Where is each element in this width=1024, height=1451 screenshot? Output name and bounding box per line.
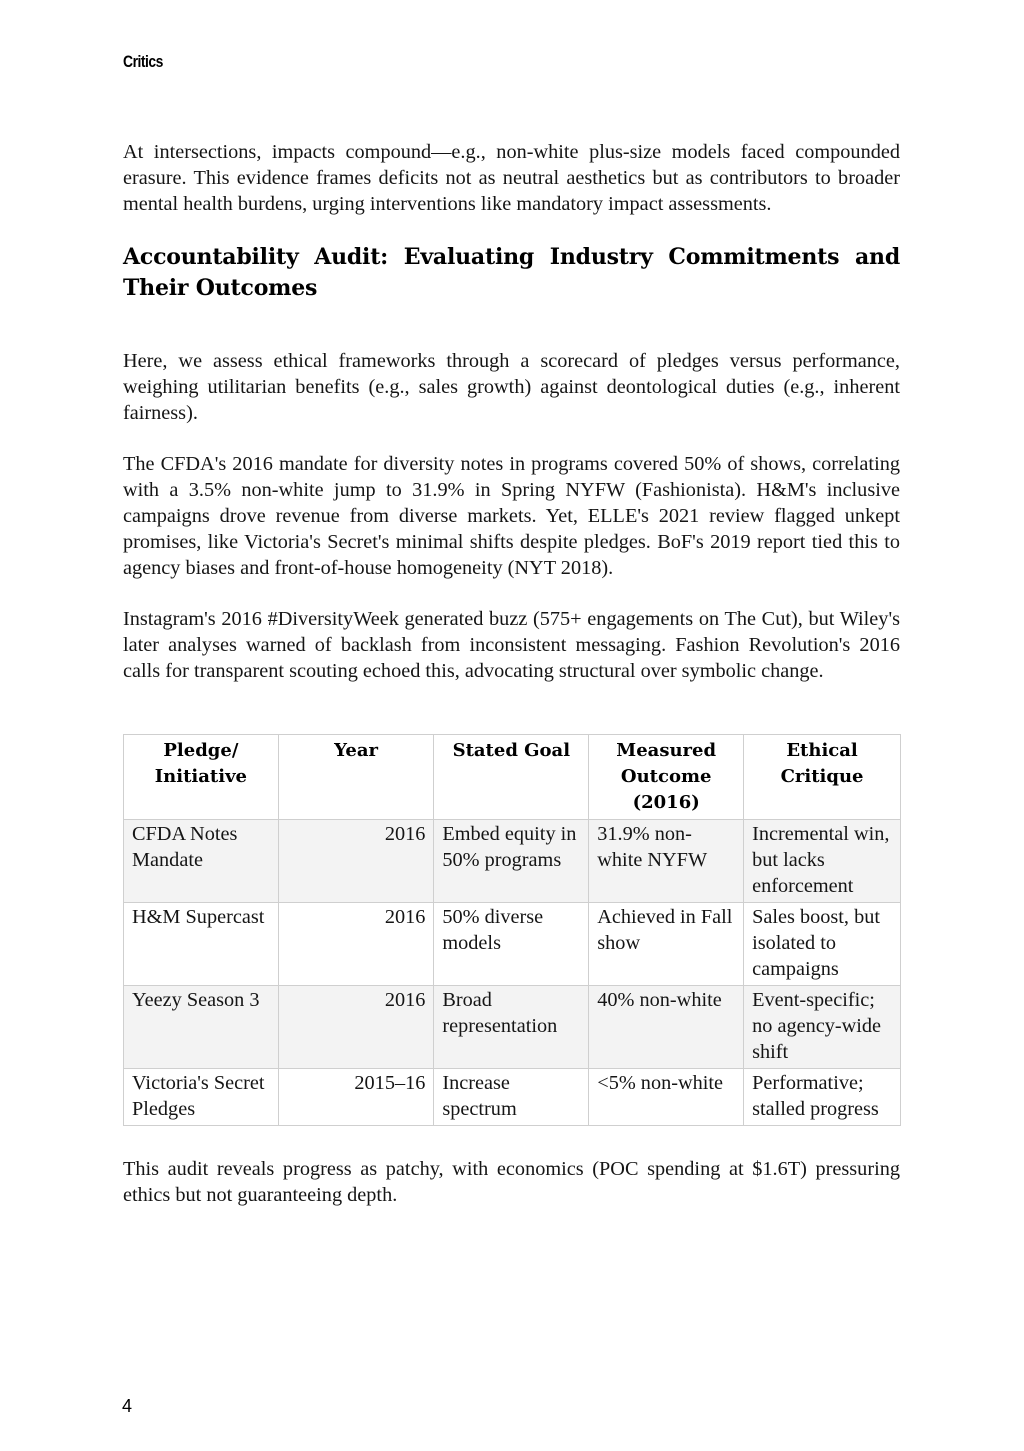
- cell-critique: Performative; stalled progress: [744, 1069, 901, 1126]
- column-header-outcome: Measured Outcome (2016): [589, 735, 744, 820]
- table-row: [124, 986, 901, 1069]
- cell-year: 2016: [278, 820, 434, 903]
- cell-year: 2016: [278, 903, 434, 986]
- accountability-audit-table: [123, 734, 901, 1126]
- cell-outcome: Achieved in Fall show: [589, 903, 744, 986]
- column-header-initiative: Pledge/ Initiative: [124, 735, 279, 820]
- column-header-goal: Stated Goal: [434, 735, 589, 820]
- paragraph-conclusion: This audit reveals progress as patchy, with economics (POC spending at $1.6T) pressuring ethics but not guaranteeing depth.: [123, 1158, 900, 1206]
- cell-outcome: 31.9% non-white NYFW: [589, 820, 744, 903]
- section-heading: Accountability Audit: Evaluating Industry Commitments and Their Outcomes: [123, 244, 900, 301]
- table-row: [124, 903, 901, 986]
- cell-initiative: H&M Supercast: [124, 903, 279, 986]
- column-header-year: Year: [278, 735, 434, 820]
- paragraph-section-intro: Here, we assess ethical frameworks through a scorecard of pledges versus performance, weighing utilitarian benefits (e.g., sales growth) against deontological duties (e.g., inherent fairness).: [123, 350, 900, 424]
- paragraph-instagram: Instagram's 2016 #DiversityWeek generated buzz (575+ engagements on The Cut), but Wiley's later analyses warned of backlash from inconsistent messaging. Fashion Revolution's 2016 calls for transparent scouting echoed this, advocating structural over symbolic change.: [123, 608, 900, 682]
- paragraph-cfda: The CFDA's 2016 mandate for diversity notes in programs covered 50% of shows, correlating with a 3.5% non-white jump to 31.9% in Spring NYFW (Fashionista). H&M's inclusive campaigns drove revenue from diverse markets. Yet, ELLE's 2021 review flagged unkept promises, like Victoria's Secret's minimal shifts despite pledges. BoF's 2019 report tied this to agency biases and front-of-house homogeneity (NYT 2018).: [123, 453, 900, 579]
- cell-initiative: Victoria's Secret Pledges: [124, 1069, 279, 1126]
- column-header-critique: Ethical Critique: [744, 735, 901, 820]
- cell-critique: Incremental win, but lacks enforcement: [744, 820, 901, 903]
- cell-outcome: <5% non-white: [589, 1069, 744, 1126]
- page-content: [123, 139, 900, 1208]
- cell-critique: Event-specific; no agency-wide shift: [744, 986, 901, 1069]
- cell-goal: Increase spectrum: [434, 1069, 589, 1126]
- running-header-title: Critics: [123, 52, 163, 71]
- cell-outcome: 40% non-white: [589, 986, 744, 1069]
- table-row: [124, 820, 901, 903]
- table-header-row: [124, 735, 901, 820]
- cell-goal: 50% diverse models: [434, 903, 589, 986]
- cell-goal: Embed equity in 50% programs: [434, 820, 589, 903]
- paragraph-intersections: At intersections, impacts compound—e.g., non-white plus-size models faced compounded erasure. This evidence frames deficits not as neutral aesthetics but as contributors to broader mental health burdens, urging interventions like mandatory impact assessments.: [123, 141, 900, 215]
- cell-initiative: Yeezy Season 3: [124, 986, 279, 1069]
- table-row: [124, 1069, 901, 1126]
- cell-year: 2015–16: [278, 1069, 434, 1126]
- page-number: 4: [122, 1396, 133, 1416]
- cell-year: 2016: [278, 986, 434, 1069]
- cell-initiative: CFDA Notes Mandate: [124, 820, 279, 903]
- cell-critique: Sales boost, but isolated to campaigns: [744, 903, 901, 986]
- cell-goal: Broad representation: [434, 986, 589, 1069]
